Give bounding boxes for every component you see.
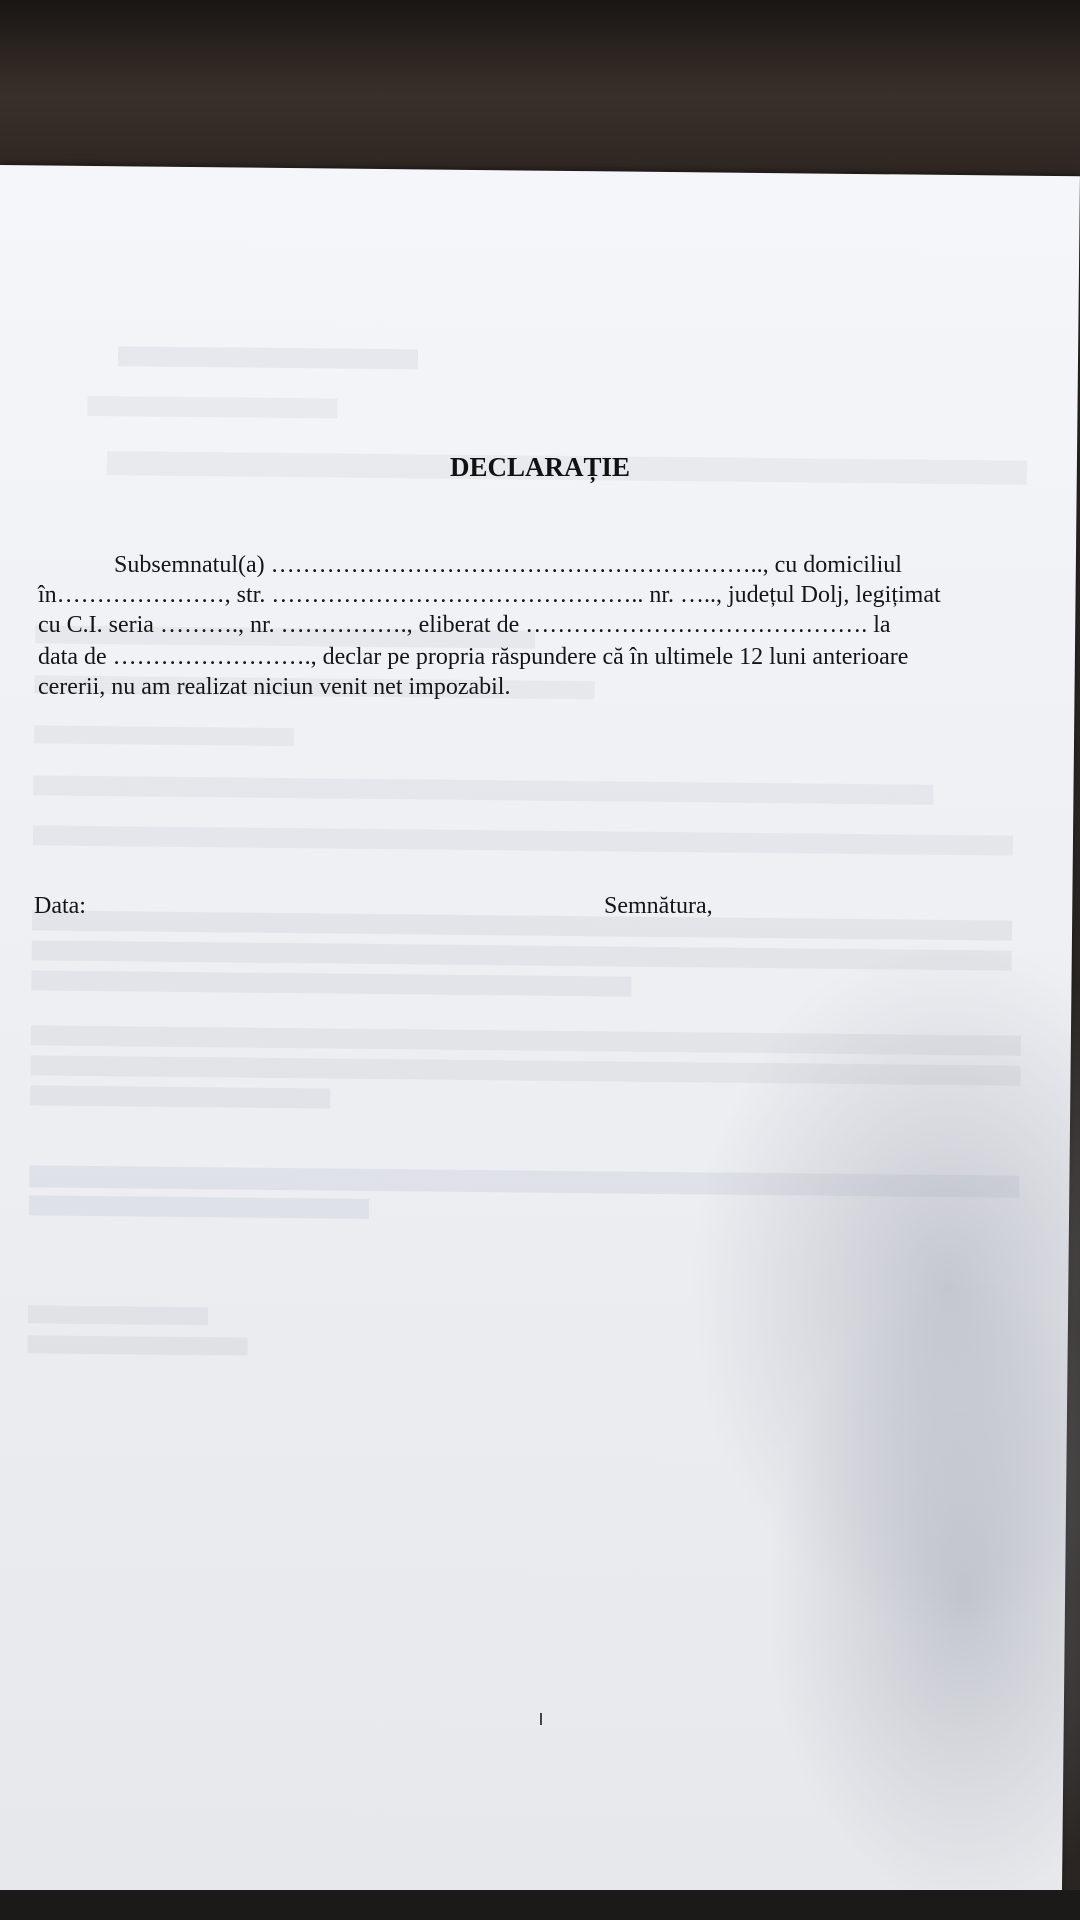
document-title: DECLARAȚIE [449,452,631,482]
show-through-text [33,775,933,804]
declaration-line-1: Subsemnatul(a) …………………………………………………….., cu domiciliul [114,552,902,578]
show-through-text [29,1195,369,1219]
show-through-text [31,1025,1021,1055]
declaration-line-3: cu C.I. seria ………., nr. ……………., eliberat de ……………………………………. la [38,612,891,638]
show-through-text [31,970,631,996]
show-through-text [32,910,1012,940]
paper-sheet [0,165,1080,1903]
show-through-text [33,825,1013,855]
table-surface-bottom [0,1890,1080,1920]
show-through-text [118,346,418,369]
show-through-text [34,725,294,746]
ink-mark [540,1713,542,1725]
table-surface-top [0,0,1080,175]
show-through-text [30,1085,330,1108]
declaration-line-4: data de ……………………., declar pe propria răspundere că în ultimele 12 luni anterioare [38,644,909,670]
show-through-text [87,396,337,419]
show-through-text [29,1165,1019,1197]
declaration-line-5: cererii, nu am realizat niciun venit net impozabil. [38,674,511,700]
show-through-text [28,1305,208,1325]
lighting-shadow [762,1273,1080,1917]
show-through-text [32,940,1012,970]
show-through-text [30,1055,1020,1085]
signature-label: Semnătura, [604,893,713,919]
date-label: Data: [34,893,86,919]
show-through-text [28,1335,248,1355]
declaration-line-2: în…………………, str. ……………………………………….. nr. ….., județul Dolj, legițimat [38,582,941,608]
